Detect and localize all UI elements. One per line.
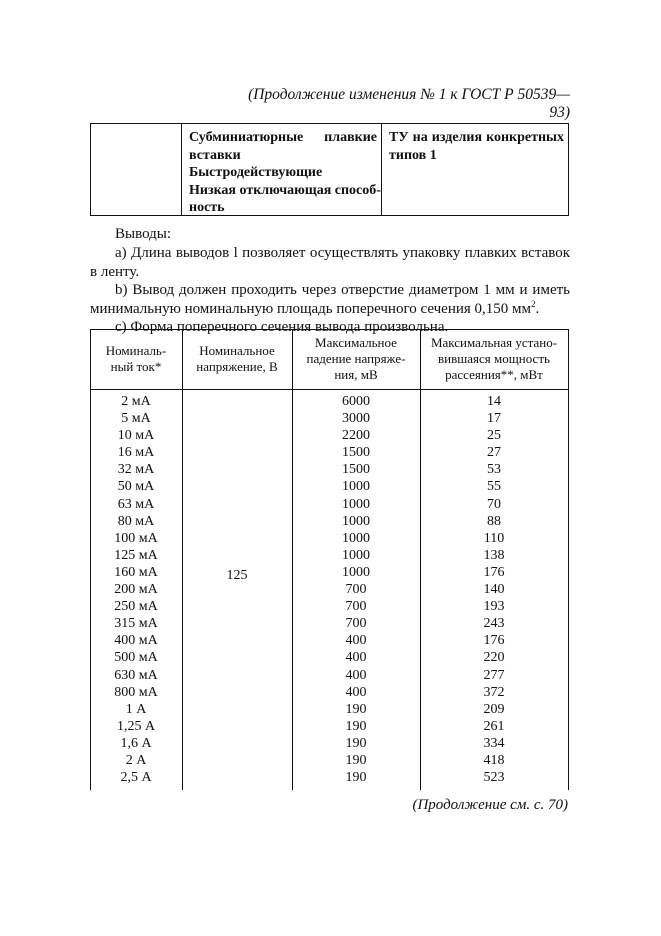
table-cell-power: 243	[483, 616, 505, 632]
table-cell-current: 32 мА	[117, 462, 155, 478]
table-cell-power: 220	[483, 650, 505, 666]
table-cell-power: 110	[483, 530, 505, 546]
table-cell-drop: 190	[345, 735, 367, 751]
top-table-cell-spec	[382, 124, 568, 215]
table-cell-drop: 190	[345, 718, 367, 734]
table-cell-drop: 400	[345, 684, 367, 700]
header-line: Номиналь-	[105, 343, 167, 358]
table-cell-drop: 190	[345, 770, 367, 786]
header-separator	[90, 389, 569, 390]
table-cell-power: 334	[483, 735, 505, 751]
table-cell-power: 25	[487, 428, 501, 444]
table-cell-power: 372	[483, 684, 505, 700]
continuation-note: (Продолжение см. с. 70)	[412, 797, 568, 813]
header-text	[307, 335, 406, 383]
column-max-power	[420, 393, 568, 786]
table-cell-drop: 1000	[342, 547, 370, 563]
spec-line: типов 1	[389, 147, 437, 163]
running-head: (Продолжение изменения № 1 к ГОСТ Р 50539—93)	[248, 86, 570, 121]
header-nominal-current	[90, 329, 182, 389]
header-text	[431, 335, 557, 383]
table-cell-power: 70	[487, 496, 501, 512]
header-text	[106, 343, 166, 375]
leads-heading: Выводы:	[115, 226, 172, 242]
header-line: Номинальное	[199, 343, 275, 358]
spec-line: ТУ на изделия конкретных	[389, 130, 564, 145]
header-line: ния, мВ	[334, 367, 378, 382]
table-cell-power: 261	[483, 718, 505, 734]
table-cell-power: 55	[487, 479, 501, 495]
table-cell-power: 209	[483, 701, 505, 717]
table-cell-drop: 1000	[342, 530, 370, 546]
item-b-line2	[90, 300, 570, 320]
description-line: Низкая отключающая способ-	[189, 182, 381, 198]
item-a-line1: а) Длина выводов l позволяет осуществлять упаковку плавких вставок	[115, 245, 570, 261]
table-cell-power: 53	[487, 462, 501, 478]
item-a-line2: в ленту.	[90, 264, 140, 280]
table-cell-drop: 1000	[342, 496, 370, 512]
table-cell-current: 100 мА	[114, 530, 158, 546]
fuse-ratings-table	[90, 329, 569, 790]
table-border-right	[568, 329, 569, 790]
table-cell-current: 2 А	[125, 752, 147, 768]
item-c: с) Форма поперечного сечения вывода произвольна.	[115, 319, 449, 335]
table-cell-current: 400 мА	[114, 633, 158, 649]
top-table-cell-description	[182, 124, 382, 215]
table-cell-current: 250 мА	[114, 599, 158, 615]
table-cell-drop: 1000	[342, 513, 370, 529]
table-cell-drop: 1500	[342, 462, 370, 478]
header-line: рассеяния**, мВт	[445, 367, 543, 382]
table-cell-drop: 1500	[342, 445, 370, 461]
column-nominal-current	[90, 393, 182, 786]
table-cell-drop: 190	[345, 701, 367, 717]
table-cell-current: 16 мА	[117, 445, 155, 461]
description-line: Субминиатюрные плавкие	[189, 130, 377, 145]
column-divider	[182, 329, 183, 790]
table-cell-current: 1 А	[125, 701, 147, 717]
top-table	[90, 123, 569, 216]
table-cell-current: 2,5 А	[120, 770, 152, 786]
table-cell-current: 800 мА	[114, 684, 158, 700]
header-line: Максимальное	[315, 335, 397, 350]
table-cell-power: 418	[483, 752, 505, 768]
table-cell-current: 1,6 А	[120, 735, 152, 751]
item-b-line1: b) Вывод должен проходить через отверстие диаметром 1 мм и иметь	[115, 282, 570, 298]
table-cell-drop: 2200	[342, 428, 370, 444]
table-cell-current: 160 мА	[114, 564, 158, 580]
header-line: ный ток*	[110, 359, 162, 374]
table-cell-current: 315 мА	[114, 616, 158, 632]
header-line: падение напряже-	[306, 351, 406, 366]
nominal-voltage-value: 125	[226, 568, 248, 583]
table-cell-power: 88	[487, 513, 501, 529]
table-cell-current: 50 мА	[117, 479, 155, 495]
table-cell-drop: 3000	[342, 411, 370, 427]
description-line: вставки	[189, 147, 241, 163]
table-cell-current: 125 мА	[114, 547, 158, 563]
table-cell-drop: 6000	[342, 394, 370, 409]
table-cell-current: 80 мА	[117, 513, 155, 529]
header-line: напряжение, В	[196, 359, 278, 374]
header-nominal-voltage	[182, 329, 292, 389]
table-cell-current: 1,25 А	[116, 718, 156, 734]
table-cell-current: 63 мА	[117, 496, 155, 512]
table-cell-current: 5 мА	[121, 411, 151, 427]
table-cell-current: 10 мА	[117, 428, 155, 444]
table-cell-drop: 700	[345, 616, 367, 632]
header-text	[196, 343, 277, 375]
table-cell-power: 176	[483, 633, 505, 649]
table-cell-current: 500 мА	[114, 650, 158, 666]
table-cell-power: 27	[487, 445, 501, 461]
top-table-cell-empty	[91, 124, 182, 215]
header-max-voltage-drop	[292, 329, 420, 389]
table-cell-power: 176	[483, 564, 505, 580]
header-line: вившаяся мощность	[438, 351, 550, 366]
table-cell-drop: 1000	[342, 479, 370, 495]
description-line: ность	[189, 200, 225, 215]
table-cell-drop: 1000	[342, 564, 370, 580]
period: .	[535, 301, 540, 317]
table-cell-current: 630 мА	[114, 667, 158, 683]
table-cell-current: 200 мА	[114, 582, 158, 598]
header-line: Максимальная устано-	[430, 335, 558, 350]
table-cell-drop: 700	[345, 599, 367, 615]
table-cell-drop: 700	[345, 582, 367, 598]
table-cell-drop: 400	[345, 633, 367, 649]
table-cell-power: 14	[487, 394, 501, 409]
table-cell-power: 523	[483, 770, 505, 786]
table-cell-power: 138	[483, 547, 505, 563]
item-b-line2-text: минимальную номинальную площадь поперечного сечения 0,150 мм	[90, 301, 532, 317]
table-cell-power: 17	[487, 411, 501, 427]
table-cell-power: 277	[483, 667, 505, 683]
table-cell-current: 2 мА	[121, 394, 151, 409]
header-max-power-dissipation	[420, 329, 568, 389]
column-max-voltage-drop	[292, 393, 420, 786]
table-cell-drop: 400	[345, 667, 367, 683]
superscript: 2	[531, 299, 536, 309]
table-cell-drop: 190	[345, 752, 367, 768]
table-cell-power: 140	[483, 582, 505, 598]
table-cell-power: 193	[483, 599, 505, 615]
table-cell-drop: 400	[345, 650, 367, 666]
description-line: Быстродействующие	[189, 165, 323, 180]
